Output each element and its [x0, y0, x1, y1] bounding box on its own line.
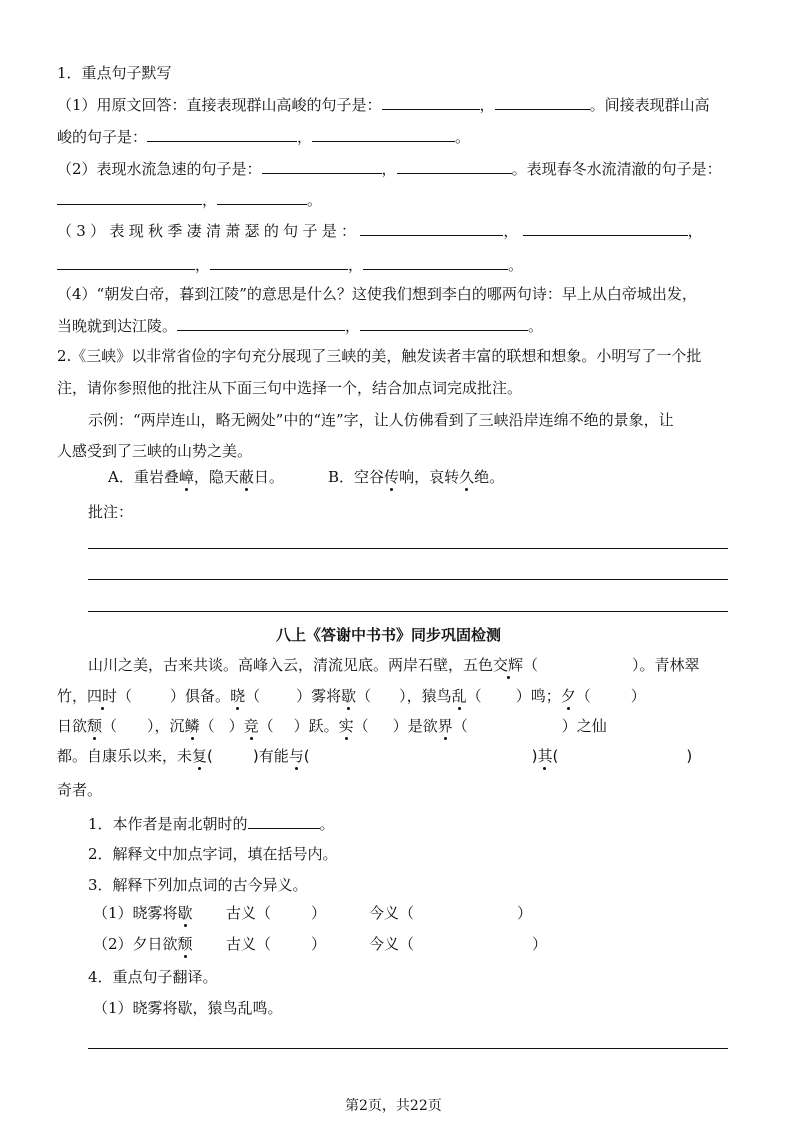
dotted-word: 实	[338, 717, 354, 735]
option-a: A．重岩叠嶂，隐天蔽日。	[108, 468, 284, 486]
passage-line-1: 山川之美，古来共谈。高峰入云，清流见底。两岸石壁，五色交辉（ ）。青林翠	[88, 656, 700, 674]
translation-answer-line[interactable]	[88, 1048, 728, 1049]
annotation-answer-line[interactable]	[88, 579, 728, 580]
question-2-line-2: 注，请你参照他的批注从下面三句中选择一个，结合加点词完成批注。	[57, 379, 523, 397]
modern-meaning-1: 今义（ ）	[369, 904, 533, 922]
s2-question-2: 2．解释文中加点字词，填在括号内。	[88, 845, 338, 863]
answer-blank[interactable]	[363, 254, 508, 270]
dotted-word: 嶂	[178, 468, 194, 486]
dotted-word: 乱	[451, 687, 467, 705]
question-2-line: 2.《三峡》以非常省俭的字句充分展现了三峡的美，触发读者丰富的联想和想象。小明写了一个批	[57, 347, 702, 365]
dotted-word: 复	[192, 747, 208, 765]
answer-blank[interactable]	[57, 254, 195, 270]
ancient-meaning-1: 古义（ ）	[226, 904, 327, 922]
answer-blank[interactable]	[57, 189, 202, 205]
dotted-word: 交辉	[493, 656, 524, 674]
passage-line-2: 竹，四时（ ）俱备。晓（ ）雾将歇（ ），猿鸟乱（ ）鸣；夕（ ）	[57, 687, 646, 705]
dotted-word: 界	[437, 717, 453, 735]
question-1-2-line-2: ， 。	[57, 189, 322, 210]
answer-blank[interactable]	[312, 126, 455, 142]
dotted-word: 鳞	[184, 717, 200, 735]
section-title: 八上《答谢中书书》同步巩固检测	[276, 626, 502, 644]
answer-blank[interactable]	[147, 126, 297, 142]
dotted-word: 歇	[341, 687, 357, 705]
example-line: 示例：“两岸连山，略无阙处”中的“连”字，让人仿佛看到了三峡沿岸连绵不绝的景象，让	[88, 411, 674, 429]
answer-blank[interactable]	[262, 158, 382, 174]
dotted-word: 传	[384, 468, 400, 486]
answer-blank[interactable]	[217, 189, 307, 205]
dotted-word: 夕	[560, 687, 576, 705]
answer-blank[interactable]	[360, 220, 503, 236]
dotted-word: 四时	[87, 687, 118, 705]
s2-question-4-1: （1）晓雾将歇，猿鸟乱鸣。	[93, 999, 283, 1017]
dotted-word: 竞	[243, 717, 259, 735]
question-1-4-line: （4）“朝发白帝，暮到江陵”的意思是什么？这使我们想到李白的哪两句诗：早上从白帝城出发，	[57, 285, 697, 303]
dotted-word: 颓	[177, 935, 193, 953]
question-1-1-line-2: 峻的句子是： ， 。	[57, 128, 471, 146]
answer-blank[interactable]	[382, 94, 480, 110]
question-1-1-line: （1）用原文回答：直接表现群山高峻的句子是： ， 。间接表现群山高	[57, 96, 710, 114]
ancient-meaning-2: 古义（ ）	[226, 935, 327, 953]
passage-line-3: 日欲颓（ ），沉鳞（ ）竞（ ）跃。实（ ）是欲界（ ）之仙	[57, 717, 607, 735]
s2-question-3-2: （2）夕日欲颓	[93, 935, 193, 953]
answer-blank[interactable]	[248, 813, 320, 829]
dotted-word: 蔽	[238, 468, 254, 486]
s2-question-3-1: （1）晓雾将歇	[93, 904, 193, 922]
annotation-label: 批注：	[88, 503, 134, 521]
s2-question-4: 4．重点句子翻译。	[88, 968, 218, 986]
question-1-4-line-2: 当晚就到达江陵。 ， 。	[57, 317, 544, 335]
answer-blank[interactable]	[495, 94, 590, 110]
question-1-3-line-2: ， ， 。	[57, 254, 523, 275]
annotation-answer-line[interactable]	[88, 548, 728, 549]
dotted-word: 晓	[230, 687, 246, 705]
question-1-3-line: （3）表现秋季凄清萧瑟的句子是： ， ，	[57, 222, 707, 240]
s2-question-3: 3．解释下列加点词的古今异义。	[88, 876, 308, 894]
question-text: （1）用原文回答：直接表现群山高峻的句子是：	[57, 96, 382, 114]
answer-blank[interactable]	[397, 158, 512, 174]
dotted-word: 颓	[87, 717, 103, 735]
option-b: B．空谷传响，哀转久绝。	[328, 468, 505, 486]
dotted-word: 久	[459, 468, 475, 486]
annotation-answer-line[interactable]	[88, 611, 728, 612]
question-1-2-line: （2）表现水流急速的句子是： ， 。表现春冬水流清澈的句子是：	[57, 160, 722, 178]
passage-line-5: 奇者。	[57, 781, 103, 799]
passage-line-4: 都。自康乐以来，未复( )有能与( )其( )	[57, 747, 693, 765]
example-line-2: 人感受到了三峡的山势之美。	[57, 442, 253, 460]
answer-blank[interactable]	[177, 315, 345, 331]
s2-question-1: 1．本作者是南北朝时的 。	[88, 815, 335, 833]
dotted-word: 其	[537, 747, 553, 765]
answer-blank[interactable]	[360, 315, 528, 331]
dotted-word: 歇	[177, 904, 193, 922]
answer-blank[interactable]	[523, 220, 688, 236]
question-1-heading: 1．重点句子默写	[57, 64, 172, 82]
dotted-word: 与	[288, 747, 304, 765]
modern-meaning-2: 今义（ ）	[369, 935, 548, 953]
page-number: 第2页，共22页	[345, 1098, 442, 1114]
answer-blank[interactable]	[210, 254, 348, 270]
